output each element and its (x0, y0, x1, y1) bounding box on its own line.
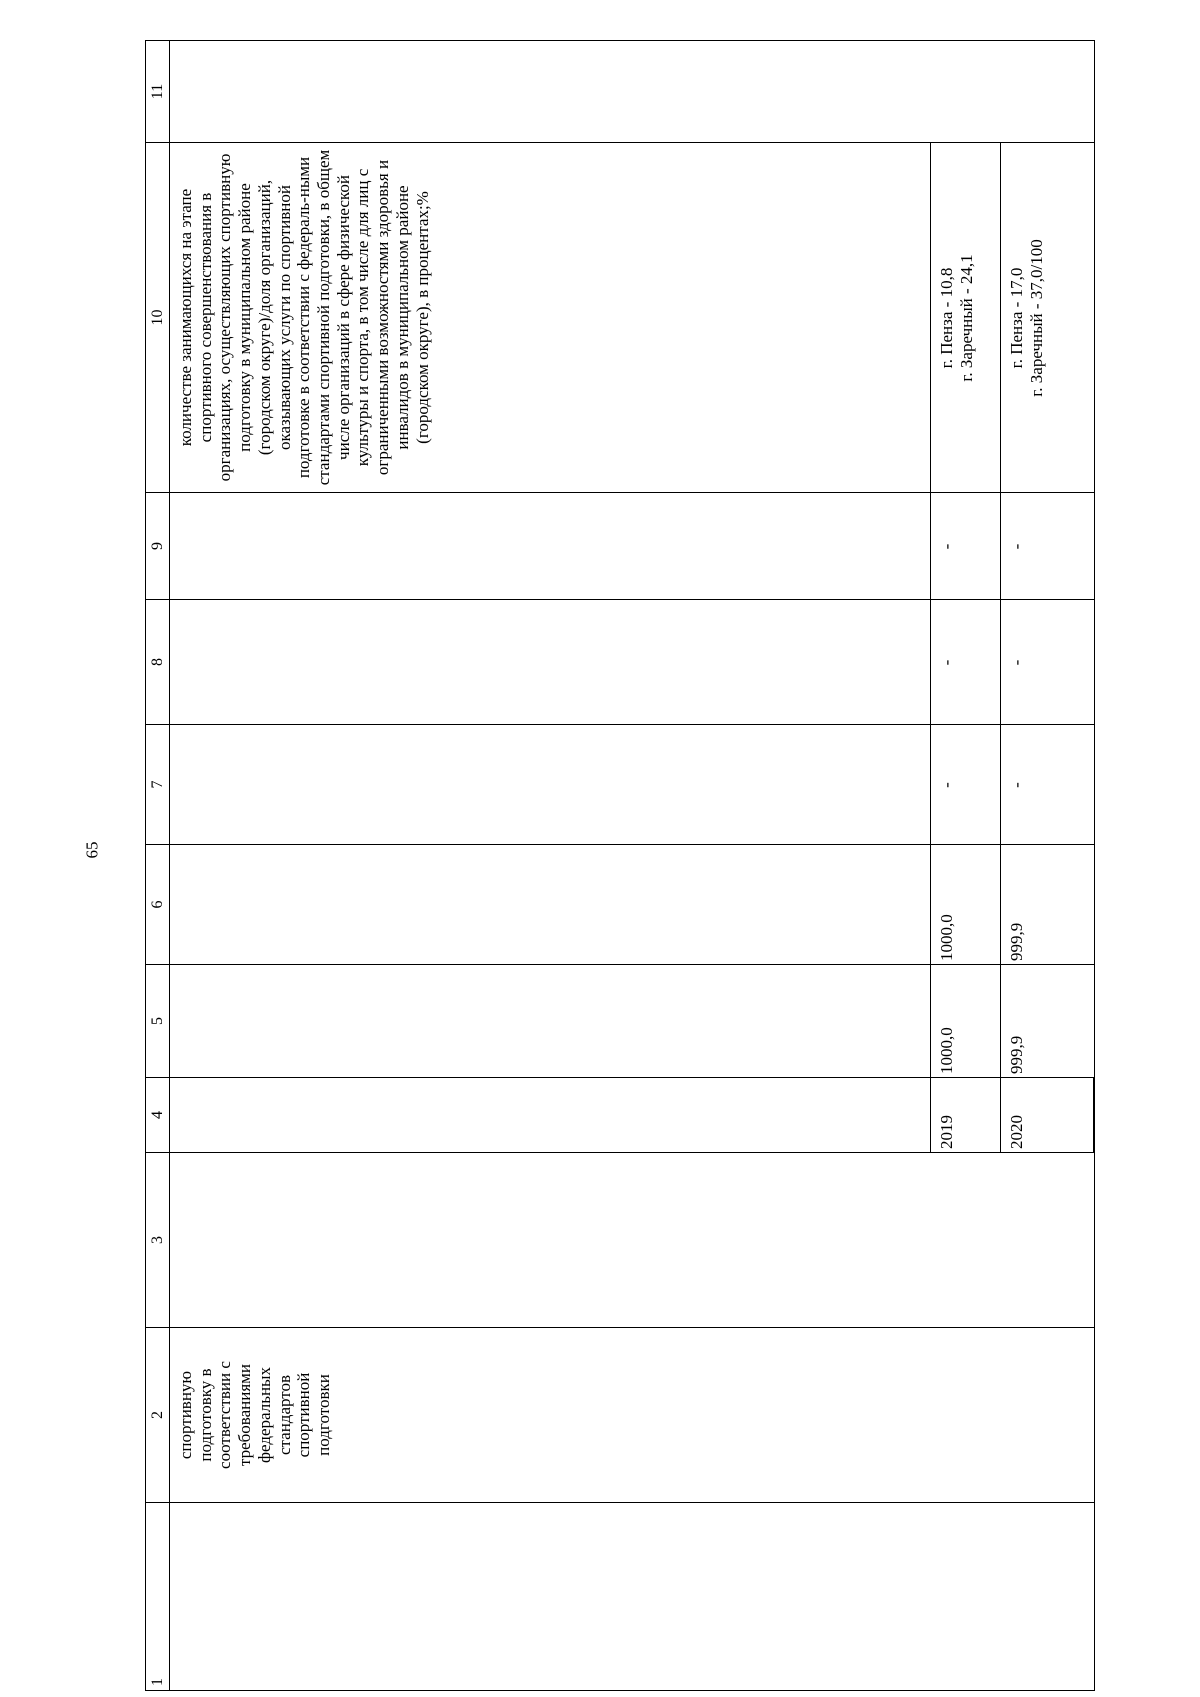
value-col-8: - (1001, 600, 1096, 725)
cell-col-2: спортивную подготовку в соответствии с требованиями федеральных стандартов спортивной подготовки (170, 1328, 1095, 1503)
cell-col-7 (170, 725, 1095, 845)
value-col-8: - (931, 600, 1001, 725)
page-number: 65 (82, 841, 101, 859)
col-header-8: 8 (146, 600, 170, 725)
value-line-penza: г. Пенза - 10,8 (937, 267, 956, 369)
value-col-9: - (1001, 493, 1096, 600)
body-row (170, 41, 1095, 1691)
cell-col-1 (170, 1503, 1095, 1691)
cell-col-3 (170, 1153, 1095, 1328)
value-line-penza: г. Пенза - 17,0 (1007, 267, 1026, 369)
col-header-2: 2 (146, 1328, 170, 1503)
cell-col-4 (170, 1078, 1095, 1153)
col-header-3: 3 (146, 1153, 170, 1328)
cell-col-10-description (170, 143, 1095, 493)
data-table (145, 40, 1095, 1691)
col-header-1: 1 (146, 1503, 170, 1691)
value-col-7: - (931, 725, 1001, 845)
cell-col-6 (170, 845, 1095, 965)
value-line-zarechny: г. Заречный - 24,1 (956, 254, 976, 382)
year-cell: 2019 (931, 1078, 1001, 1153)
value-col-6: 999,9 (1001, 845, 1096, 965)
col-header-4: 4 (146, 1078, 170, 1153)
value-col-5: 1000,0 (931, 965, 1001, 1078)
value-col-7: - (1001, 725, 1096, 845)
cell-col-11 (170, 41, 1095, 143)
col-header-5: 5 (146, 965, 170, 1078)
value-col-5: 999,9 (1001, 965, 1096, 1078)
col-header-10: 10 (146, 143, 170, 493)
year-cell: 2020 (1001, 1078, 1096, 1153)
col-header-11: 11 (146, 41, 170, 143)
cell-col-8 (170, 600, 1095, 725)
value-col-6: 1000,0 (931, 845, 1001, 965)
cell-col-5 (170, 965, 1095, 1078)
value-line-zarechny: г. Заречный - 37,0/100 (1026, 239, 1046, 397)
col-header-9: 9 (146, 493, 170, 600)
col-header-6: 6 (146, 845, 170, 965)
col-header-7: 7 (146, 725, 170, 845)
indicator-description: количестве занимающихся на этапе спортивного совершенствования в организациях, осуществляющих спортивную подготовку в муниципальном районе (городском округе)/доля организаций, оказывающих услуги по спортивной подготовке в соответствии с федераль-ными стандартами спортивной подготовки, в общем числе организаций в сфере физической культуры и спорта, в том числе для лиц с ограниченными возможностями здоровья и инвалидов в муниципальном районе (городском округе), в процентах;% (176, 149, 432, 486)
value-col-9: - (931, 493, 1001, 600)
rotated-table-container (145, 41, 1095, 1691)
cell-col-9 (170, 493, 1095, 600)
header-row (146, 41, 170, 1691)
